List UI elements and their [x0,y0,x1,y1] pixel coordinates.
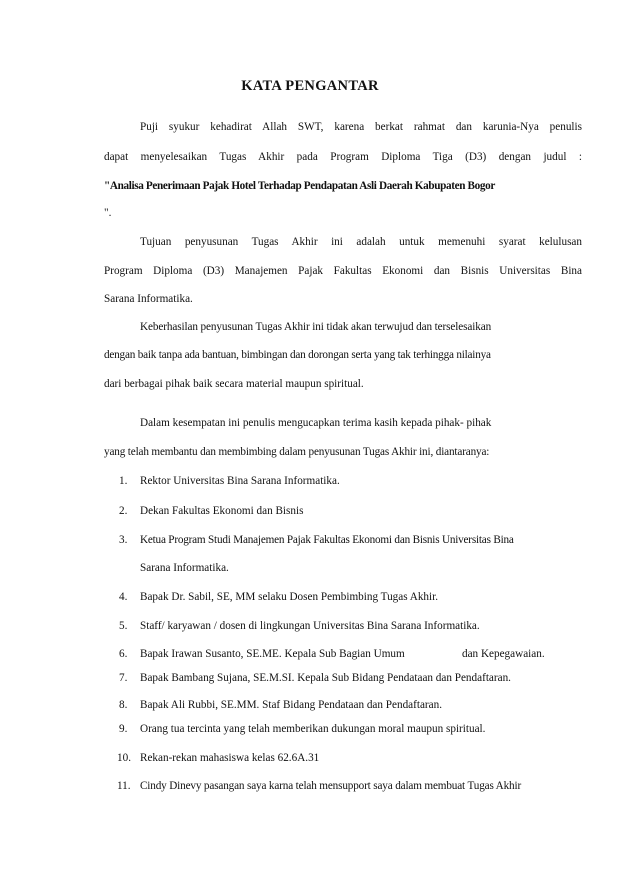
paragraph-3-line-1: Keberhasilan penyusunan Tugas Akhir ini tidak akan terwujud dan terselesaikan [140,321,492,333]
list-item-number: 1. [119,475,128,487]
list-item: Bapak Dr. Sabil, SE, MM selaku Dosen Pembimbing Tugas Akhir. [140,591,439,603]
paragraph-4-line-2: yang telah membantu dan membimbing dalam penyusunan Tugas Akhir ini, diantaranya: [104,446,490,458]
paragraph-4-line-1: Dalam kesempatan ini penulis mengucapkan terima kasih kepada pihak- pihak [140,417,492,429]
paragraph-3-line-3: dari berbagai pihak baik secara material maupun spiritual. [104,378,364,390]
paragraph-1-line-3: "Analisa Penerimaan Pajak Hotel Terhadap Pendapatan Asli Daerah Kabupaten Bogor [104,180,495,192]
list-item: Dekan Fakultas Ekonomi dan Bisnis [140,505,304,517]
paragraph-2-line-1: Tujuan penyusunan Tugas Akhir ini adalah untuk memenuhi syarat kelulusan [140,236,582,248]
list-item: Orang tua tercinta yang telah memberikan dukungan moral maupun spiritual. [140,723,486,735]
list-item-number: 3. [119,534,128,546]
list-item-number: 9. [119,723,128,735]
paragraph-2-line-2: Program Diploma (D3) Manajemen Pajak Fakultas Ekonomi dan Bisnis Universitas Bina [104,265,582,277]
list-item-number: 7. [119,672,128,684]
list-item: Cindy Dinevy pasangan saya karna telah mensupport saya dalam membuat Tugas Akhir [140,780,522,792]
list-item: Bapak Ali Rubbi, SE.MM. Staf Bidang Pendataan dan Pendaftaran. [140,699,443,711]
paragraph-1-line-1: Puji syukur kehadirat Allah SWT, karena berkat rahmat dan karunia-Nya penulis [140,121,582,133]
list-item-number: 5. [119,620,128,632]
list-item-number: 10. [117,752,131,764]
list-item: Rektor Universitas Bina Sarana Informatika. [140,475,340,487]
page-title: KATA PENGANTAR [241,78,379,94]
list-item-number: 6. [119,648,128,660]
paragraph-2-line-3: Sarana Informatika. [104,293,193,305]
paragraph-3-line-2: dengan baik tanpa ada bantuan, bimbingan dan dorongan serta yang tak terhingga nilainya [104,349,491,361]
list-item: Staff/ karyawan / dosen di lingkungan Universitas Bina Sarana Informatika. [140,620,480,632]
list-item: Rekan-rekan mahasiswa kelas 62.6A.31 [140,752,320,764]
list-item-continuation: Sarana Informatika. [140,562,229,574]
list-item: Bapak Bambang Sujana, SE.M.SI. Kepala Sub Bidang Pendataan dan Pendaftaran. [140,672,511,684]
paragraph-1-line-4: ". [104,207,112,219]
list-item-number: 11. [117,780,131,792]
paragraph-1-line-2: dapat menyelesaikan Tugas Akhir pada Program Diploma Tiga (D3) dengan judul : [104,151,582,163]
list-item-number: 4. [119,591,128,603]
list-item-number: 8. [119,699,128,711]
list-item-tail: dan Kepegawaian. [462,648,545,660]
list-item: Bapak Irawan Susanto, SE.ME. Kepala Sub Bagian Umum [140,648,405,660]
list-item: Ketua Program Studi Manajemen Pajak Fakultas Ekonomi dan Bisnis Universitas Bina [140,534,514,546]
list-item-number: 2. [119,505,128,517]
